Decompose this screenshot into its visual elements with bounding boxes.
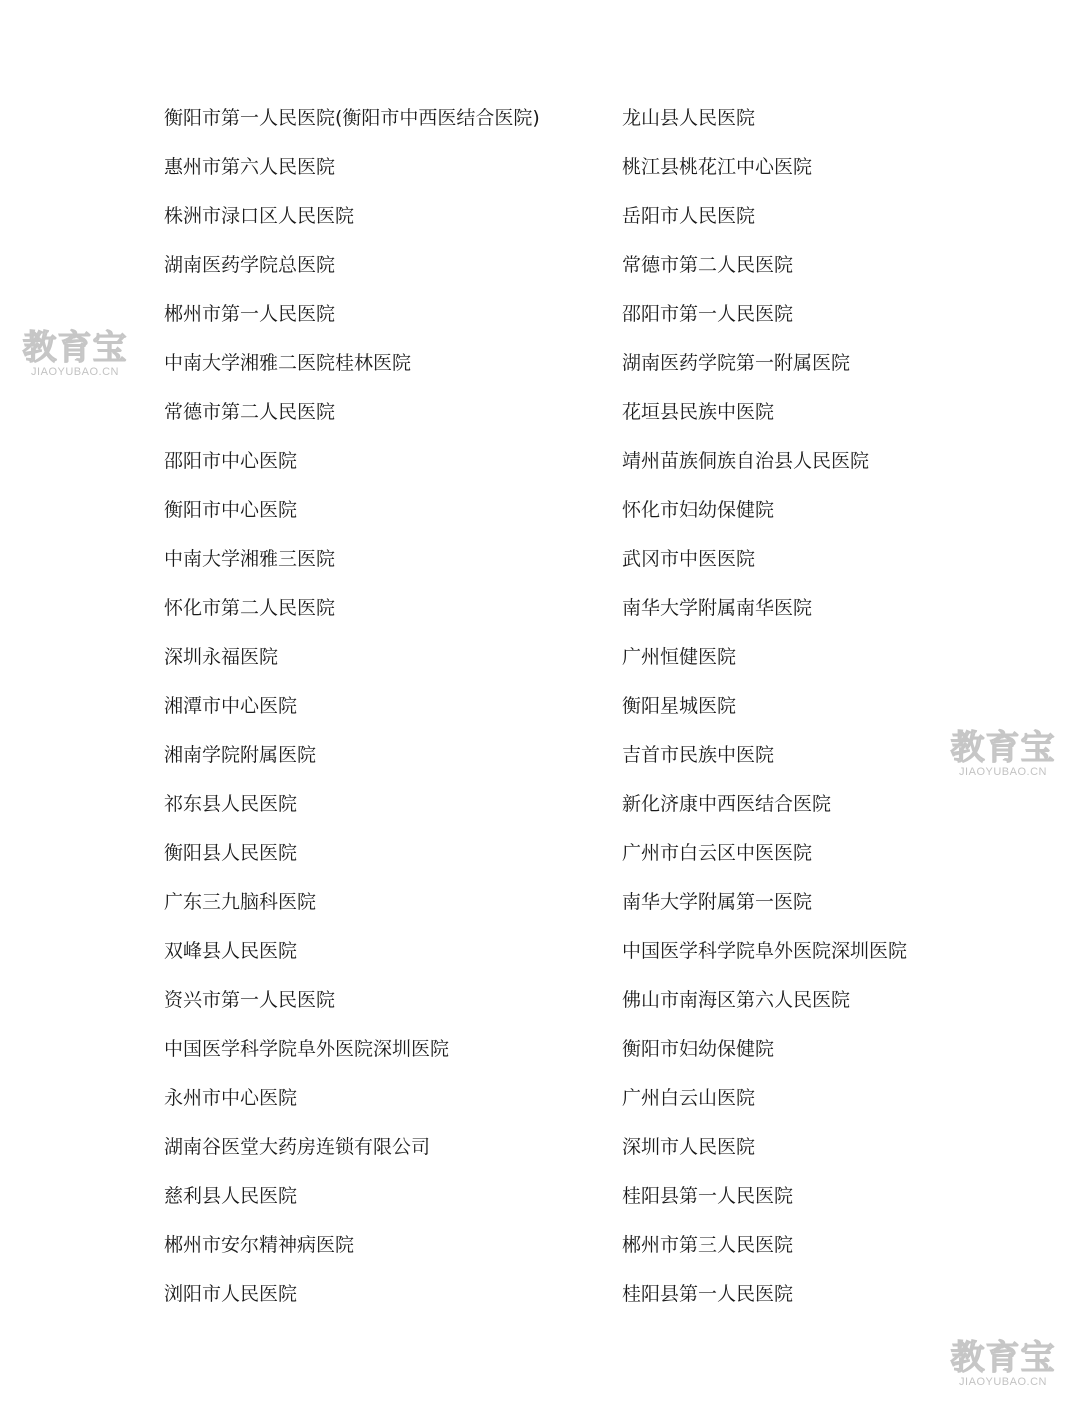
list-item: 慈利县人民医院 (164, 1185, 298, 1207)
list-item: 桃江县桃花江中心医院 (622, 156, 813, 178)
watermark-main-text: 教育宝 (950, 1338, 1056, 1378)
list-item: 新化济康中西医结合医院 (622, 793, 832, 815)
list-item: 湘南学院附属医院 (164, 744, 317, 766)
watermark-sub-text: JIAOYUBAO.CN (959, 1376, 1047, 1388)
list-item: 永州市中心医院 (164, 1087, 298, 1109)
list-item: 郴州市第三人民医院 (622, 1234, 794, 1256)
list-item: 岳阳市人民医院 (622, 205, 756, 227)
list-item: 广州市白云区中医医院 (622, 842, 813, 864)
list-item: 衡阳县人民医院 (164, 842, 298, 864)
list-item: 广州恒健医院 (622, 646, 737, 668)
list-item: 衡阳市妇幼保健院 (622, 1038, 775, 1060)
list-item: 深圳市人民医院 (622, 1136, 756, 1158)
list-item: 郴州市安尔精神病医院 (164, 1234, 355, 1256)
list-item: 龙山县人民医院 (622, 107, 756, 129)
list-item: 广东三九脑科医院 (164, 891, 317, 913)
list-item: 武冈市中医医院 (622, 548, 756, 570)
watermark-sub-text: JIAOYUBAO.CN (31, 366, 119, 378)
list-item: 桂阳县第一人民医院 (622, 1283, 794, 1305)
list-item: 怀化市第二人民医院 (164, 597, 336, 619)
list-item: 衡阳市第一人民医院(衡阳市中西医结合医院) (164, 107, 540, 129)
right-column-list (622, 94, 1042, 1319)
list-item: 靖州苗族侗族自治县人民医院 (622, 450, 870, 472)
list-item: 中国医学科学院阜外医院深圳医院 (622, 940, 908, 962)
list-item: 中国医学科学院阜外医院深圳医院 (164, 1038, 450, 1060)
list-item: 邵阳市中心医院 (164, 450, 298, 472)
list-item: 湖南医药学院第一附属医院 (622, 352, 851, 374)
watermark-logo (946, 1340, 1060, 1388)
watermark-sub-text: JIAOYUBAO.CN (959, 766, 1047, 778)
list-item: 郴州市第一人民医院 (164, 303, 336, 325)
list-item: 南华大学附属南华医院 (622, 597, 813, 619)
list-item: 浏阳市人民医院 (164, 1283, 298, 1305)
list-item: 湖南医药学院总医院 (164, 254, 336, 276)
list-item: 湘潭市中心医院 (164, 695, 298, 717)
list-item: 衡阳市中心医院 (164, 499, 298, 521)
watermark-main-text: 教育宝 (22, 328, 128, 368)
list-item: 中南大学湘雅三医院 (164, 548, 336, 570)
list-item: 南华大学附属第一医院 (622, 891, 813, 913)
list-item: 深圳永福医院 (164, 646, 279, 668)
list-item: 桂阳县第一人民医院 (622, 1185, 794, 1207)
left-column-list (164, 94, 604, 1319)
list-item: 湖南谷医堂大药房连锁有限公司 (164, 1136, 431, 1158)
list-item: 株洲市渌口区人民医院 (164, 205, 355, 227)
list-item: 衡阳星城医院 (622, 695, 737, 717)
list-item: 花垣县民族中医院 (622, 401, 775, 423)
list-item: 资兴市第一人民医院 (164, 989, 336, 1011)
list-item: 怀化市妇幼保健院 (622, 499, 775, 521)
list-item: 惠州市第六人民医院 (164, 156, 336, 178)
watermark-logo (18, 330, 132, 378)
list-item: 邵阳市第一人民医院 (622, 303, 794, 325)
list-item: 吉首市民族中医院 (622, 744, 775, 766)
list-item: 佛山市南海区第六人民医院 (622, 989, 851, 1011)
watermark-main-text: 教育宝 (950, 728, 1056, 768)
list-item: 中南大学湘雅二医院桂林医院 (164, 352, 412, 374)
list-item: 祁东县人民医院 (164, 793, 298, 815)
list-item: 广州白云山医院 (622, 1087, 756, 1109)
list-item: 常德市第二人民医院 (622, 254, 794, 276)
watermark-logo (946, 730, 1060, 778)
list-item: 常德市第二人民医院 (164, 401, 336, 423)
list-item: 双峰县人民医院 (164, 940, 298, 962)
